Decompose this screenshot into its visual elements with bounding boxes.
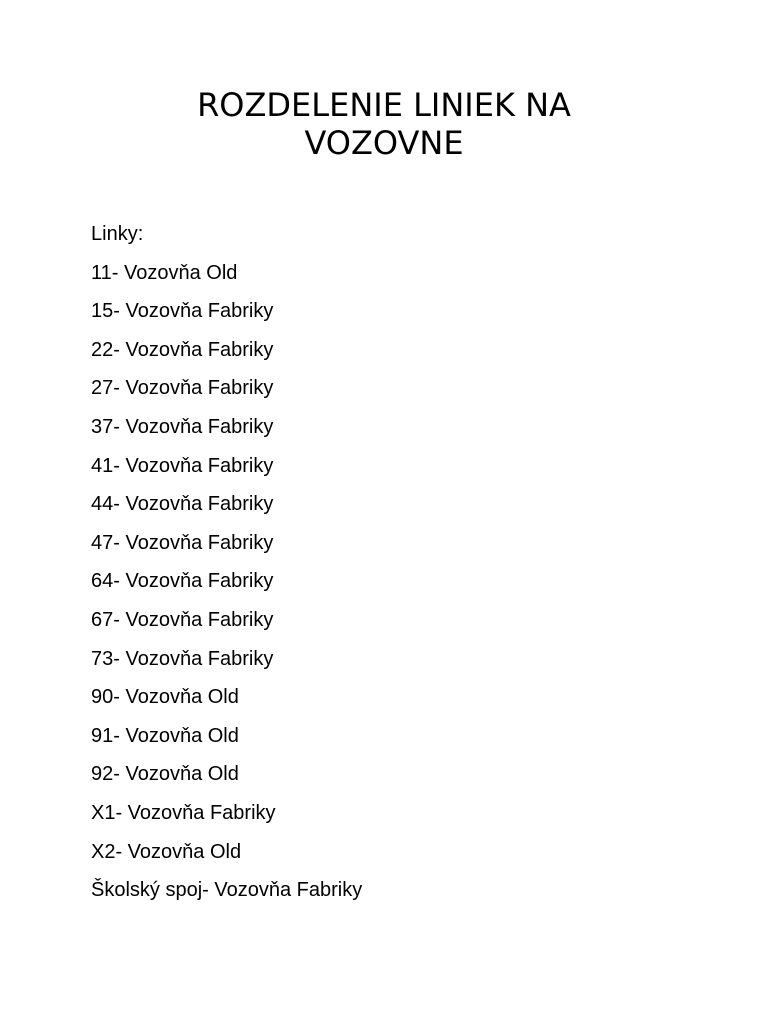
document-body xyxy=(91,220,711,915)
list-item: X2- Vozovňa Old xyxy=(91,840,242,863)
list-item: Školský spoj- Vozovňa Fabriky xyxy=(91,879,363,902)
intro-label: Linky: xyxy=(91,223,144,245)
list-item: 91- Vozovňa Old xyxy=(91,724,239,747)
list-item: X1- Vozovňa Fabriky xyxy=(91,801,276,824)
list-item: 73- Vozovňa Fabriky xyxy=(91,647,274,670)
list-item: 92- Vozovňa Old xyxy=(91,763,239,786)
list-item: 67- Vozovňa Fabriky xyxy=(91,608,274,631)
list-item: 41- Vozovňa Fabriky xyxy=(91,454,274,477)
document-title-line-2: VOZOVNE xyxy=(304,124,464,162)
list-item: 22- Vozovňa Fabriky xyxy=(91,338,274,361)
list-item: 27- Vozovňa Fabriky xyxy=(91,377,274,400)
list-item: 37- Vozovňa Fabriky xyxy=(91,415,274,438)
list-item: 15- Vozovňa Fabriky xyxy=(91,300,274,323)
list-item: 44- Vozovňa Fabriky xyxy=(91,493,274,516)
document-title-line-1: ROZDELENIE LINIEK NA xyxy=(197,86,571,124)
document-title xyxy=(0,86,768,162)
list-item: 64- Vozovňa Fabriky xyxy=(91,570,274,593)
list-item: 90- Vozovňa Old xyxy=(91,686,239,709)
list-item: 47- Vozovňa Fabriky xyxy=(91,531,274,554)
list-item: 11- Vozovňa Old xyxy=(91,261,238,284)
line-depot-list xyxy=(91,259,711,915)
